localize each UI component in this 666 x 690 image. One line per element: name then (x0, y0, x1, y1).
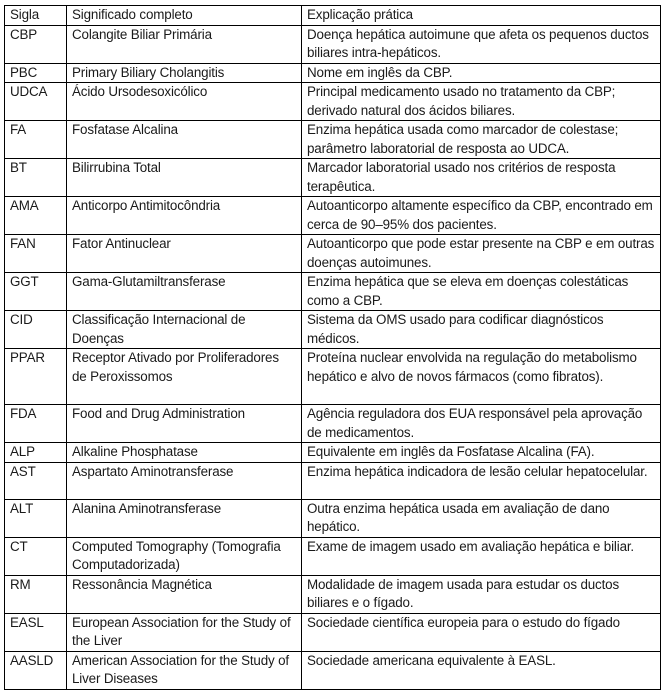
table-row (5, 462, 661, 499)
cell-significado: European Association for the Study of the Liver (67, 613, 302, 651)
cell-explicacao: Outra enzima hepática usada em avaliação de dano hepático. (302, 499, 661, 537)
cell-significado: Anticorpo Antimitocôndria (67, 197, 302, 235)
cell-significado: Fator Antinuclear (67, 235, 302, 273)
table-row (5, 273, 661, 311)
cell-significado: Food and Drug Administration (67, 405, 302, 443)
cell-explicacao: Enzima hepática indicadora de lesão celular hepatocelular. (302, 462, 661, 499)
cell-explicacao: Autoanticorpo que pode estar presente na CBP e em outras doenças autoimunes. (302, 235, 661, 273)
cell-explicacao: Doença hepática autoimune que afeta os pequenos ductos biliares intra-hepáticos. (302, 25, 661, 63)
cell-sigla: AST (5, 462, 67, 499)
table-header-row (5, 6, 661, 26)
header-sigla: Sigla (5, 6, 67, 26)
cell-significado: Gama-Glutamiltransferase (67, 273, 302, 311)
cell-significado: Receptor Ativado por Proliferadores de Peroxissomos (67, 349, 302, 405)
cell-sigla: ALT (5, 499, 67, 537)
cell-sigla: AMA (5, 197, 67, 235)
cell-sigla: RM (5, 575, 67, 613)
cell-sigla: BT (5, 159, 67, 197)
table-row (5, 613, 661, 651)
header-significado: Significado completo (67, 6, 302, 26)
cell-significado: Ressonância Magnética (67, 575, 302, 613)
table-row (5, 159, 661, 197)
table-row (5, 63, 661, 83)
cell-significado: Aspartato Aminotransferase (67, 462, 302, 499)
cell-sigla: UDCA (5, 83, 67, 121)
cell-sigla: AASLD (5, 651, 67, 689)
cell-explicacao: Principal medicamento usado no tratamento da CBP; derivado natural dos ácidos biliares. (302, 83, 661, 121)
table-row (5, 443, 661, 463)
cell-sigla: PBC (5, 63, 67, 83)
cell-explicacao: Marcador laboratorial usado nos critérios de resposta terapêutica. (302, 159, 661, 197)
cell-explicacao: Enzima hepática usada como marcador de colestase; parâmetro laboratorial de resposta ao UDCA. (302, 121, 661, 159)
cell-explicacao: Sistema da OMS usado para codificar diagnósticos médicos. (302, 311, 661, 349)
table-row (5, 651, 661, 689)
cell-sigla: FDA (5, 405, 67, 443)
table-row (5, 83, 661, 121)
cell-significado: Colangite Biliar Primária (67, 25, 302, 63)
cell-explicacao: Sociedade científica europeia para o estudo do fígado (302, 613, 661, 651)
cell-explicacao: Nome em inglês da CBP. (302, 63, 661, 83)
cell-explicacao: Sociedade americana equivalente à EASL. (302, 651, 661, 689)
cell-significado: Classificação Internacional de Doenças (67, 311, 302, 349)
cell-sigla: EASL (5, 613, 67, 651)
cell-sigla: CBP (5, 25, 67, 63)
cell-significado: Computed Tomography (Tomografia Computadorizada) (67, 537, 302, 575)
table-row (5, 575, 661, 613)
cell-sigla: FAN (5, 235, 67, 273)
acronym-table (4, 5, 661, 690)
cell-significado: Primary Biliary Cholangitis (67, 63, 302, 83)
cell-explicacao: Exame de imagem usado em avaliação hepática e biliar. (302, 537, 661, 575)
cell-explicacao: Equivalente em inglês da Fosfatase Alcalina (FA). (302, 443, 661, 463)
cell-significado: Alkaline Phosphatase (67, 443, 302, 463)
cell-explicacao: Proteína nuclear envolvida na regulação do metabolismo hepático e alvo de novos fármacos (como fibratos). (302, 349, 661, 405)
cell-sigla: CID (5, 311, 67, 349)
cell-sigla: ALP (5, 443, 67, 463)
table-row (5, 499, 661, 537)
cell-significado: Fosfatase Alcalina (67, 121, 302, 159)
table-row (5, 25, 661, 63)
cell-explicacao: Modalidade de imagem usada para estudar os ductos biliares e o fígado. (302, 575, 661, 613)
cell-explicacao: Autoanticorpo altamente específico da CBP, encontrado em cerca de 90–95% dos pacientes. (302, 197, 661, 235)
table-row (5, 537, 661, 575)
table-row (5, 197, 661, 235)
cell-explicacao: Agência reguladora dos EUA responsável pela aprovação de medicamentos. (302, 405, 661, 443)
table-row (5, 405, 661, 443)
cell-sigla: CT (5, 537, 67, 575)
cell-sigla: FA (5, 121, 67, 159)
cell-significado: Bilirrubina Total (67, 159, 302, 197)
table-row (5, 235, 661, 273)
table-row (5, 311, 661, 349)
cell-significado: Alanina Aminotransferase (67, 499, 302, 537)
table-row (5, 121, 661, 159)
table-row (5, 349, 661, 405)
cell-significado: Ácido Ursodesoxicólico (67, 83, 302, 121)
cell-significado: American Association for the Study of Liver Diseases (67, 651, 302, 689)
cell-sigla: PPAR (5, 349, 67, 405)
header-explicacao: Explicação prática (302, 6, 661, 26)
cell-sigla: GGT (5, 273, 67, 311)
cell-explicacao: Enzima hepática que se eleva em doenças colestáticas como a CBP. (302, 273, 661, 311)
